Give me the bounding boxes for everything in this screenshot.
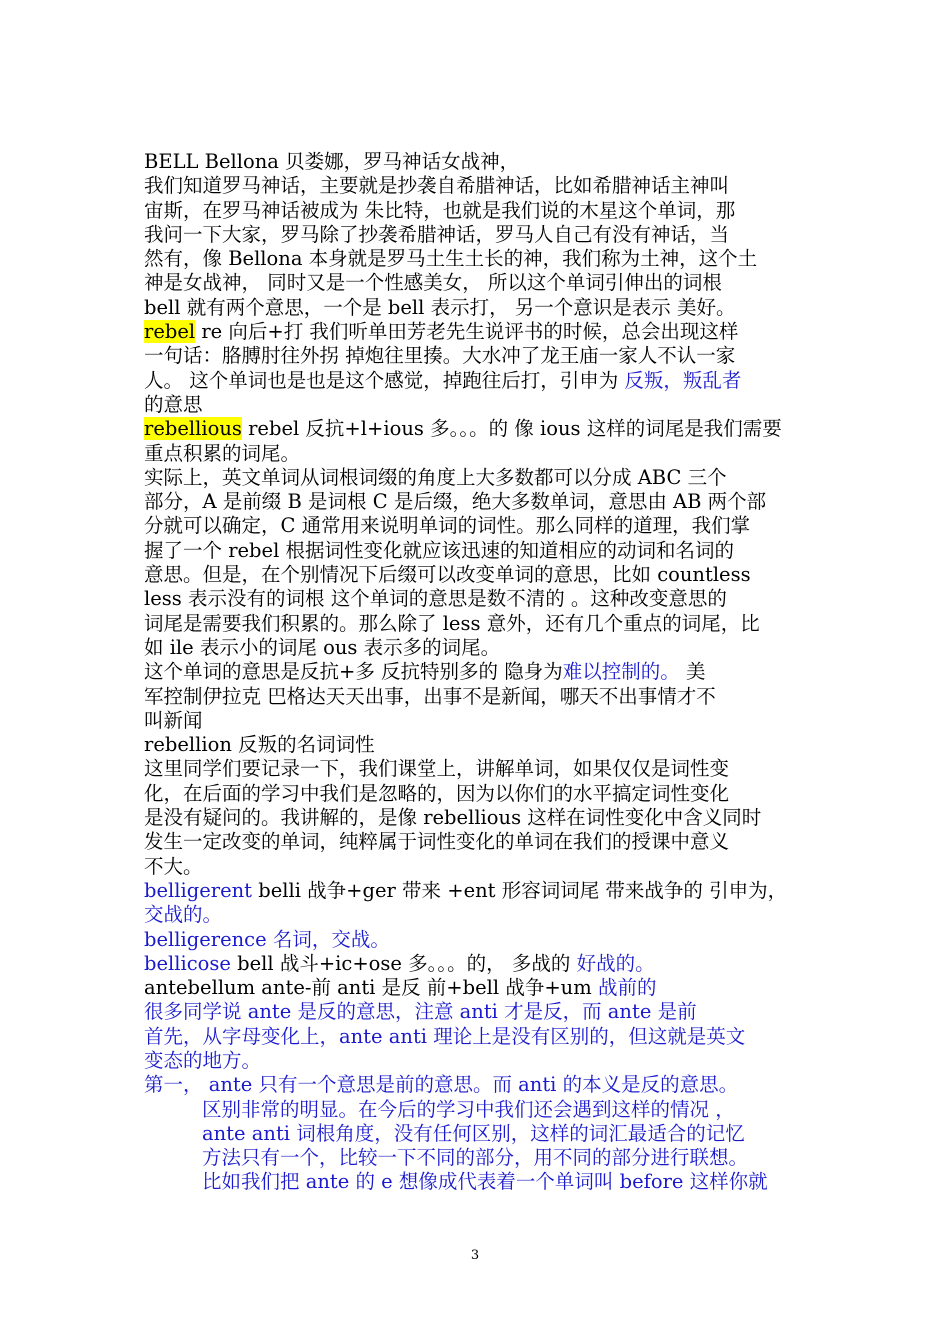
blue-text: 反叛，叛乱者 (624, 368, 742, 392)
text-line (144, 757, 814, 781)
blue-text: 战前的 (597, 976, 657, 1000)
text-segment: 握了一个 rebel 根据词性变化就应该迅速的知道相应的动词和名词的 (144, 538, 735, 562)
text-segment: bell 就有两个意思，一个是 bell 表示打， 另一个意识是表示 美好。 (144, 295, 736, 319)
highlighted-term: rebel (144, 320, 196, 344)
text-segment: 如 ile 表示小的词尾 ous 表示多的词尾。 (144, 635, 501, 659)
text-segment: 我们知道罗马神话，主要就是抄袭自希腊神话，比如希腊神话主神叫 (144, 174, 730, 198)
text-line (144, 612, 814, 636)
text-line (144, 344, 814, 368)
text-line (144, 976, 814, 1000)
blue-text: 区别非常的明显。在今后的学习中我们还会遇到这样的情况 ， (202, 1097, 735, 1121)
text-segment: less 表示没有的词根 这个单词的意思是数不清的 。这种改变意思的 (144, 587, 727, 611)
blue-text: ante anti 词根角度，没有任何区别，这样的词汇最适合的记忆 (202, 1121, 745, 1145)
text-line (144, 733, 814, 757)
blue-text: 首先，从字母变化上，ante anti 理论上是没有区别的，但这就是英文 (144, 1024, 746, 1048)
text-segment: 的意思 (144, 392, 203, 416)
text-line (144, 1073, 814, 1097)
text-line (144, 490, 814, 514)
text-line (144, 174, 814, 198)
text-segment: 重点积累的词尾。 (144, 441, 301, 465)
text-segment: 实际上，英文单词从词根词缀的角度上大多数都可以分成 ABC 三个 (144, 465, 727, 489)
text-segment: 宙斯，在罗马神话被成为 朱比特，也就是我们说的木星这个单词，那 (144, 198, 736, 222)
text-line (144, 928, 814, 952)
text-line (144, 442, 814, 466)
text-segment: rebellion 反叛的名词词性 (144, 733, 375, 757)
text-line (144, 539, 814, 563)
text-segment: 意思。但是，在个别情况下后缀可以改变单词的意思，比如 countless (144, 563, 751, 587)
text-line (144, 223, 814, 247)
blue-text: 交战的。 (144, 903, 223, 927)
blue-text: belligerence 名词，交战。 (144, 927, 390, 951)
blue-text: 第一， ante 只有一个意思是前的意思。而 anti 的本义是反的意思。 (144, 1073, 739, 1097)
text-segment: belli 战争+ger 带来 +ent 形容词词尾 带来战争的 引申为， (252, 878, 788, 902)
blue-text: 好战的。 (576, 951, 655, 975)
text-line (144, 709, 814, 733)
text-line (144, 1049, 814, 1073)
text-segment: 神是女战神， 同时又是一个性感美女， 所以这个单词引伸出的词根 (144, 271, 722, 295)
text-line (144, 199, 814, 223)
text-line (144, 952, 814, 976)
text-line (144, 1000, 814, 1024)
text-line (144, 636, 814, 660)
text-segment: 不大。 (144, 854, 203, 878)
text-segment: rebel 反抗+l+ious 多。。。的 像 ious 这样的词尾是我们需要 (241, 417, 782, 441)
text-line (144, 806, 814, 830)
blue-text: 变态的地方。 (144, 1048, 262, 1072)
text-segment: 一句话：胳膊肘往外拐 掉炮往里揍。大水冲了龙王庙一家人不认一家 (144, 344, 736, 368)
text-line (144, 1098, 814, 1122)
text-segment: 部分，A 是前缀 B 是词根 C 是后缀，绝大多数单词，意思由 AB 两个部 (144, 490, 767, 514)
text-segment: 是没有疑问的。我讲解的，是像 rebellious 这样在词性变化中含义同时 (144, 806, 762, 830)
text-segment: 分就可以确定，C 通常用来说明单词的词性。那么同样的道理，我们掌 (144, 514, 751, 538)
page-number: 3 (470, 1248, 480, 1263)
text-line (144, 1122, 814, 1146)
text-segment: 军控制伊拉克 巴格达天天出事，出事不是新闻，哪天不出事情才不 (144, 684, 716, 708)
text-line (144, 855, 814, 879)
text-segment: re 向后+打 我们听单田芳老先生说评书的时候，总会出现这样 (195, 320, 739, 344)
text-segment: bell 战斗+ic+ose 多。。。的， 多战的 (230, 951, 577, 975)
text-segment: 词尾是需要我们积累的。那么除了 less 意外，还有几个重点的词尾，比 (144, 611, 760, 635)
text-segment: 然有，像 Bellona 本身就是罗马土生土长的神，我们称为土神，这个土 (144, 247, 758, 271)
text-line (144, 563, 814, 587)
text-line (144, 587, 814, 611)
text-line (144, 150, 814, 174)
text-segment: antebellum ante-前 anti 是反 前+bell 战争+um (144, 976, 598, 1000)
text-segment: 这里同学们要记录一下，我们课堂上，讲解单词，如果仅仅是词性变 (144, 757, 730, 781)
text-line (144, 782, 814, 806)
text-segment: 人。 这个单词也是也是这个感觉，掉跑往后打，引申为 (144, 368, 625, 392)
text-line (144, 1025, 814, 1049)
blue-text: 难以控制的。 (562, 660, 680, 684)
highlighted-term: rebellious (144, 417, 242, 441)
text-segment: 叫新闻 (144, 708, 203, 732)
text-segment: 这个单词的意思是反抗+多 反抗特别多的 隐身为 (144, 660, 563, 684)
text-segment: BELL Bellona 贝娄娜，罗马神话女战神， (144, 150, 520, 173)
text-segment: 美 (679, 660, 706, 684)
blue-text: bellicose (144, 951, 231, 975)
blue-text: belligerent (144, 878, 253, 902)
text-segment: 化，在后面的学习中我们是忽略的，因为以你们的水平搞定词性变化 (144, 781, 730, 805)
text-line (144, 369, 814, 393)
text-line (144, 466, 814, 490)
text-line (144, 393, 814, 417)
text-line (144, 514, 814, 538)
document-body (144, 150, 814, 1195)
blue-text: 比如我们把 ante 的 e 想像成代表着一个单词叫 before 这样你就 (202, 1170, 768, 1194)
text-line (144, 247, 814, 271)
text-line (144, 320, 814, 344)
blue-text: 方法只有一个，比较一下不同的部分，用不同的部分进行联想。 (202, 1146, 749, 1170)
text-line (144, 903, 814, 927)
text-line (144, 685, 814, 709)
text-line (144, 417, 814, 441)
text-line (144, 296, 814, 320)
text-line (144, 1146, 814, 1170)
text-segment: 发生一定改变的单词，纯粹属于词性变化的单词在我们的授课中意义 (144, 830, 730, 854)
text-line (144, 1170, 814, 1194)
text-line (144, 879, 814, 903)
text-segment: 我问一下大家，罗马除了抄袭希腊神话，罗马人自己有没有神话，当 (144, 222, 730, 246)
text-line (144, 271, 814, 295)
blue-text: 很多同学说 ante 是反的意思，注意 anti 才是反，而 ante 是前 (144, 1000, 697, 1024)
text-line (144, 660, 814, 684)
text-line (144, 830, 814, 854)
